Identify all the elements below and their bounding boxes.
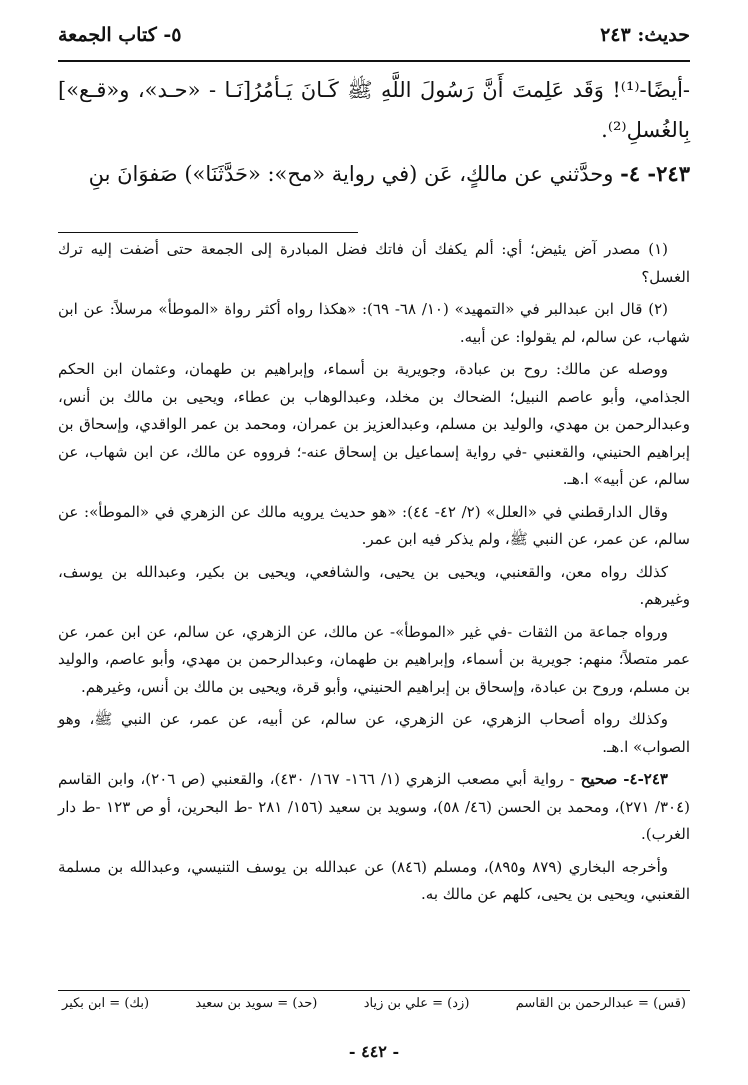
- takhrij-text: - رواية أبي مصعب الزهري (١/ ١٦٦- ١٦٧/ ٤٣٠)، والقعنبي (ص ٢٠٦)، وابن القاسم (٣٠٤/ ٢٧١)، ومحمد بن الحسن (٤٦/ ٥٨)، وسويد بن سعيد (١٥٦/ ٢٨١ -ط البحرين، أو ص ١٢٣ -ط دار الغرب).: [58, 770, 691, 843]
- footnote-paragraph: (٢) قال ابن عبدالبر في «التمهيد» (١٠/ ٦٨- ٦٩): «هكذا رواه أكثر رواة «الموطأ» مرسلاً: عن ابن شهاب، عن سالم، لم يقولوا: عن أبيه.: [58, 300, 690, 346]
- page-header: [58, 24, 690, 46]
- footnote-paragraph: وقال الدارقطني في «العلل» (٢/ ٤٢- ٤٤): «هو حديث يرويه مالك عن الزهري في «الموطأ»: عن سالم، عن عمر، عن النبي ﷺ، ولم يذكر فيه ابن عمر.: [58, 502, 690, 548]
- main-paragraph: -أيضًا-⁽¹⁾! وَقَد عَلِمتَ أَنَّ رَسُولَ اللَّهِ ﷺ كَـانَ يَـأمُرُ[نَـا - «حـد»، و«قـع»] بِالغُسلِ⁽²⁾.: [58, 78, 691, 142]
- hadith-text: وحدَّثني عن مالكٍ، عَن (في رواية «مح»: «حَدَّثَنَا») صَفوَانَ بنِ: [88, 162, 614, 186]
- grade-label: صحيح: [580, 770, 618, 788]
- footnotes-divider: [58, 232, 358, 233]
- hadith-number: ٢٤٣- ٤-: [620, 161, 690, 186]
- header-divider: [58, 60, 690, 62]
- abbreviation-item: (قس) = عبدالرحمن بن القاسم: [515, 996, 686, 1011]
- footnote-paragraph: كذلك رواه معن، والقعنبي، ويحيى بن يحيى، والشافعي، ويحيى بن بكير، وعبدالله بن يوسف، وغيرهم.: [58, 562, 690, 608]
- hadith-paragraph: [58, 154, 690, 194]
- abbreviations-divider: [58, 990, 690, 991]
- page-number: - ٤٤٢ -: [348, 1042, 400, 1061]
- abbreviation-item: (بك) = ابن بكير: [62, 996, 150, 1011]
- abbreviation-item: (زد) = علي بن زياد: [363, 996, 470, 1011]
- footnote-paragraph: ووصله عن مالك: روح بن عبادة، وجويرية بن أسماء، وإبراهيم بن طهمان، وعثمان ابن الحكم الجذامي، وأبو عاصم النبيل؛ الضحاك بن مخلد، وعبدالوهاب بن عطاء، ويحيى بن مالك بن أنس، وعبدالرحمن بن مهدي، والوليد بن مسلم، وعبدالعزيز بن عمران، ومحمد بن عمر الواقدي، وإسحاق بن إبراهيم الحنيني، والقعنبي -في رواية إسماعيل بن إسحاق عنه-؛ فرووه عن مالك، عن ابن شهاب، عن سالم، عن أبيه» ا.هـ.: [58, 360, 690, 488]
- footnotes: [58, 236, 690, 914]
- footnote-paragraph: وكذلك رواه أصحاب الزهري، عن الزهري، عن سالم، عن أبيه، عن عمر، عن النبي ﷺ، وهو الصواب» ا.هـ.: [58, 710, 690, 756]
- main-text: [58, 70, 690, 198]
- takhrij-paragraph: وأخرجه البخاري (٨٧٩ و٨٩٥)، ومسلم (٨٤٦) عن عبدالله بن يوسف التنيسي، وعبدالله بن مسلمة القعنبي، ويحيى بن يحيى، كلهم عن مالك به.: [58, 857, 690, 903]
- abbreviations-key: [62, 996, 686, 1011]
- hadith-number-label: حديث: ٢٤٣: [600, 24, 690, 46]
- takhrij-number: ٢٤٣-٤-: [623, 770, 668, 788]
- footnote-paragraph: ورواه جماعة من الثقات -في غير «الموطأ»- عن مالك، عن الزهري، عن سالم، عن ابن عمر، عن عمر متصلاً؛ منهم: جويرية بن أسماء، وإبراهيم بن طهمان، وعبدالرحمن بن مهدي، وأبو عاصم، والوليد بن مسلم، وروح بن عبادة، وإسحاق بن إبراهيم الحنيني، وأبو قرة، ويحيى بن مالك بن أنس، وغيرهم.: [58, 622, 690, 696]
- footnote-paragraph: (١) مصدر آض يئيض؛ أي: ألم يكفك أن فاتك فضل المبادرة إلى الجمعة حتى أضفت إليه ترك الغسل؟: [58, 240, 690, 286]
- takhrij-paragraph: [58, 766, 690, 849]
- book-title: ٥- كتاب الجمعة: [58, 24, 182, 46]
- abbreviation-item: (حد) = سويد بن سعيد: [195, 996, 318, 1011]
